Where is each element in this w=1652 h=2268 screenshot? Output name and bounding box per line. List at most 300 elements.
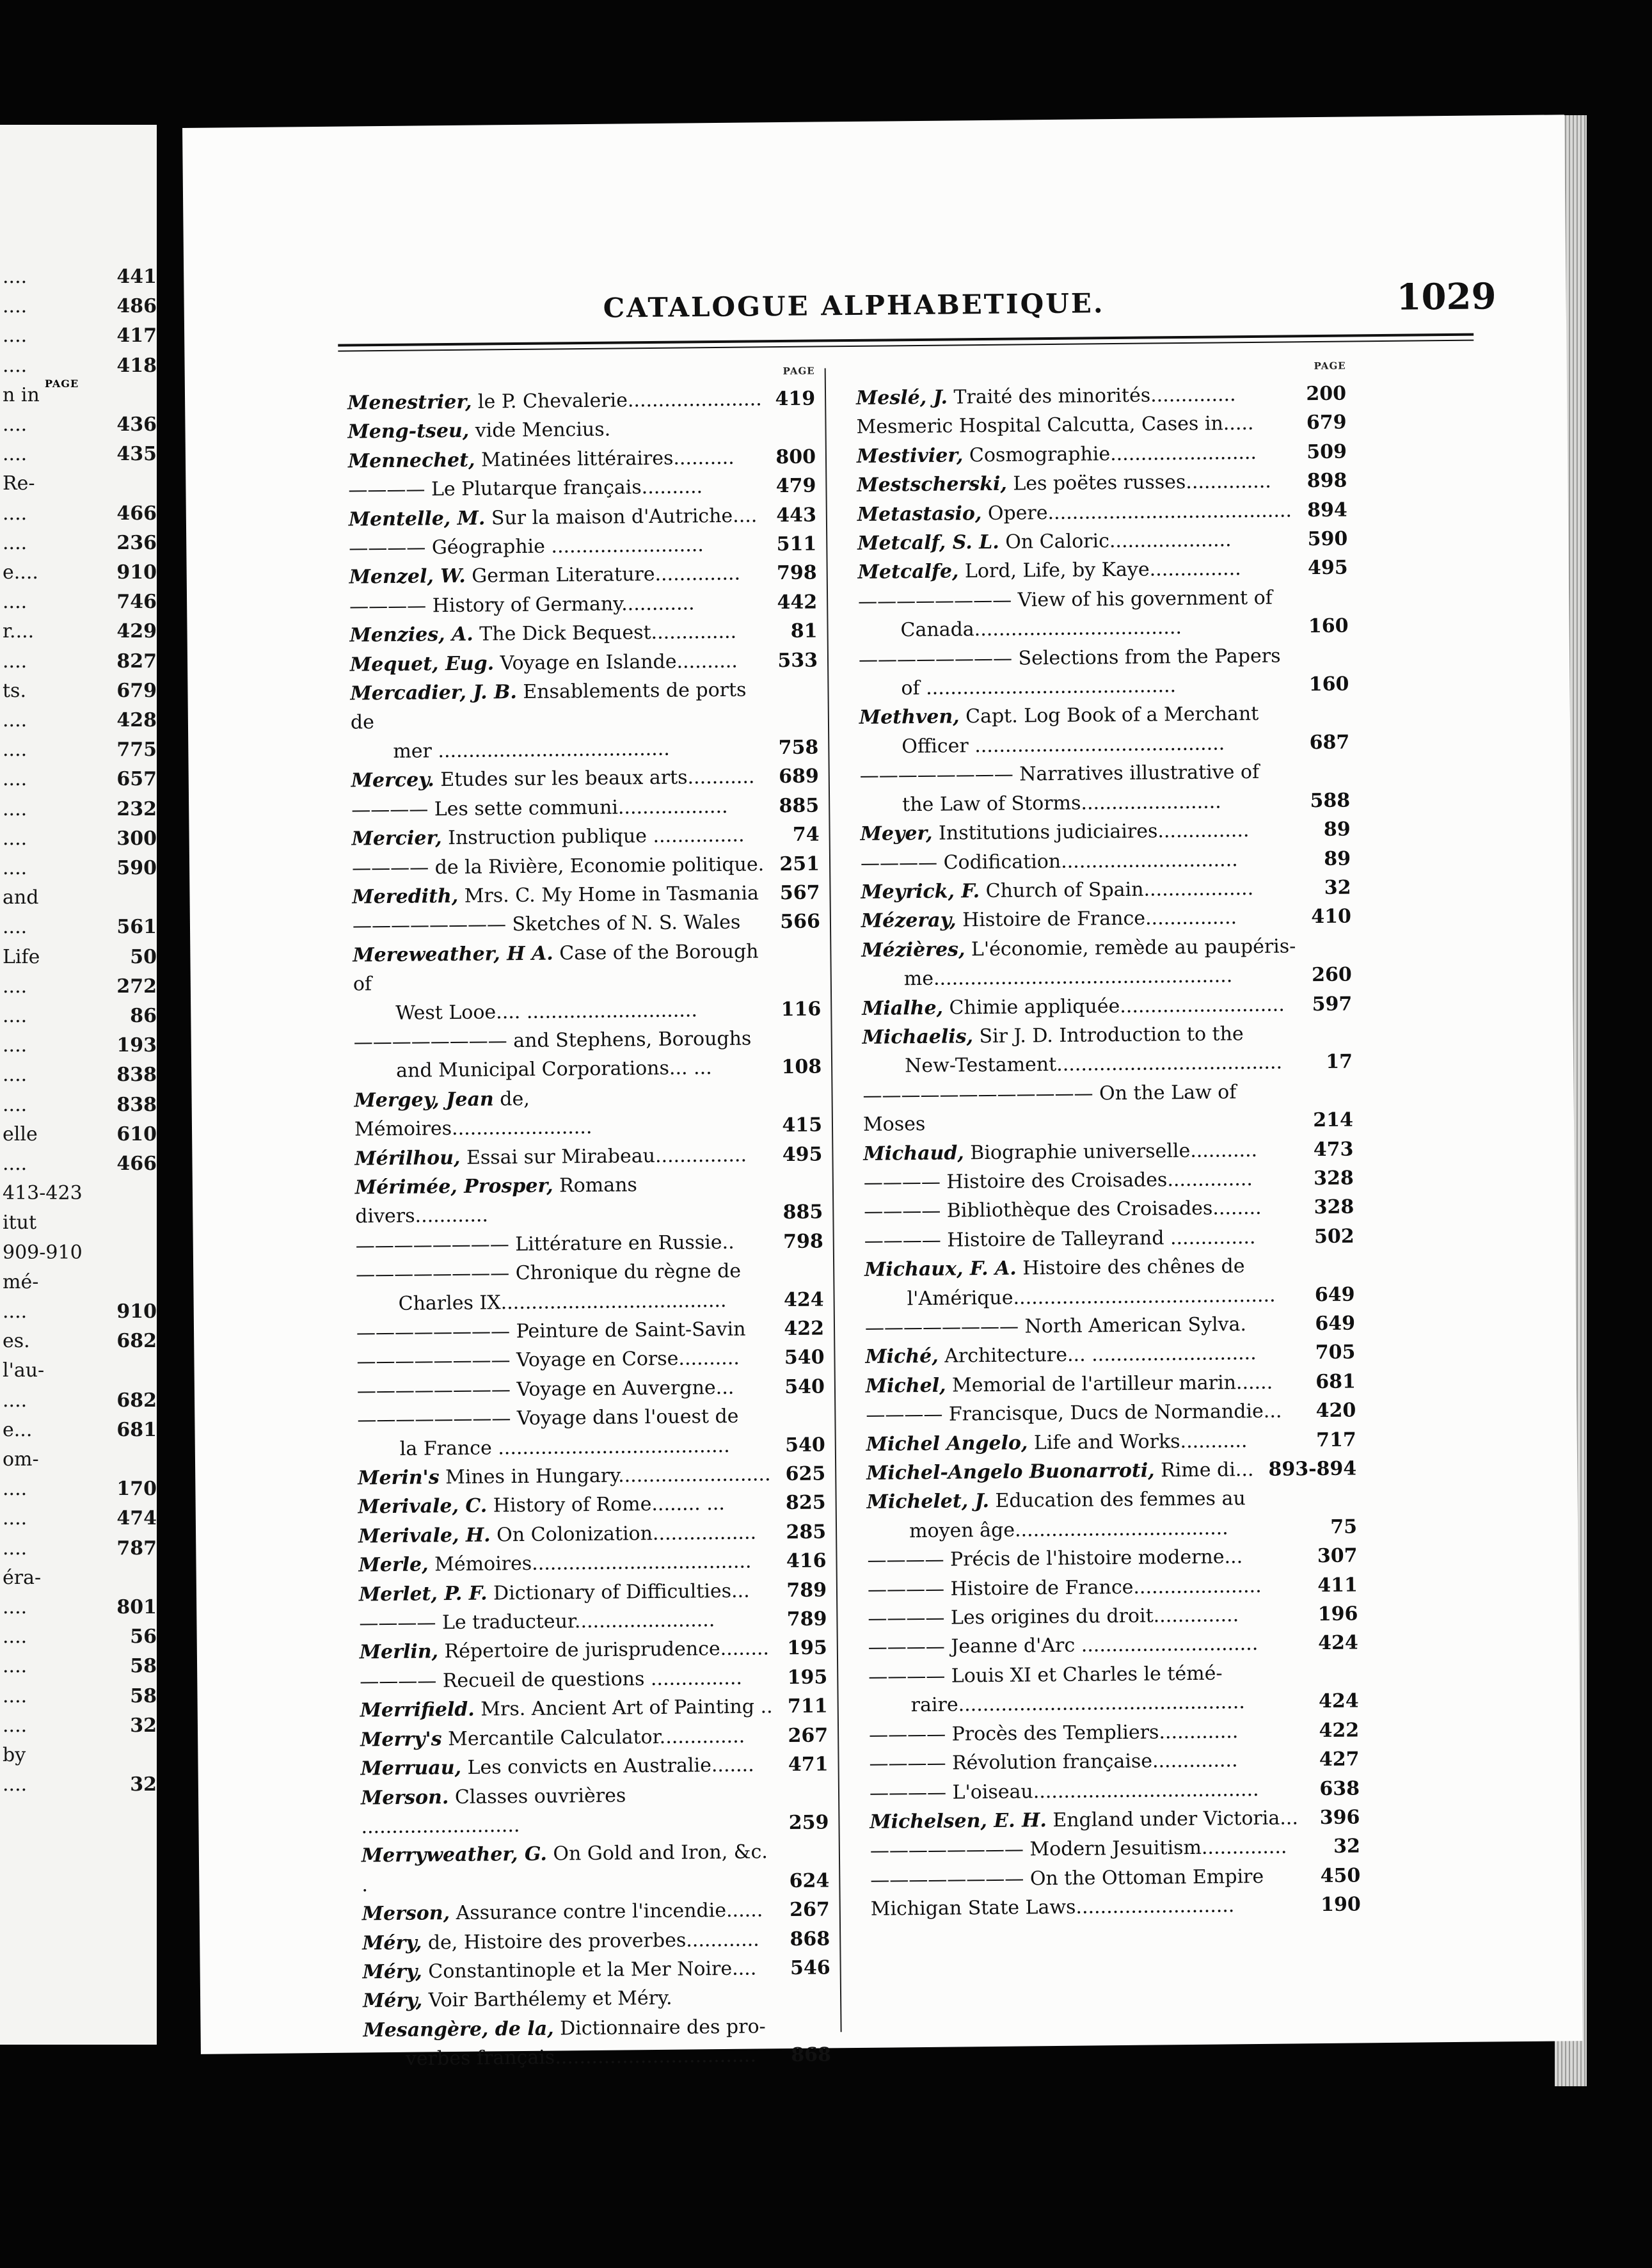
left-page-row (0, 295, 157, 324)
entry-page: 420 (1315, 1399, 1356, 1423)
left-row-text: l'au- (3, 1359, 45, 1382)
entry-title: England under Victoria... (1046, 1807, 1299, 1832)
entry-title: Mémoires.................................... (428, 1550, 752, 1576)
catalogue-entry (347, 1227, 823, 1261)
entry-page: 588 (1310, 789, 1351, 812)
entry-title: Histoire de France............... (956, 906, 1237, 932)
left-page-row (0, 650, 157, 680)
entry-title: ———— Révolution française.............. (869, 1749, 1238, 1775)
left-row-text: .... (3, 1596, 28, 1618)
entry-page: 443 (776, 504, 817, 527)
left-row-page: 681 (116, 1418, 157, 1441)
catalogue-entry (347, 1285, 823, 1319)
left-row-page: 50 (130, 945, 157, 968)
left-row-page: 435 (116, 443, 157, 466)
left-row-text: .... (3, 797, 28, 820)
entry-page: 74 (792, 823, 820, 846)
left-row-text: by (3, 1744, 26, 1766)
left-row-text: .... (3, 1389, 28, 1412)
entry-heading: Methven, (859, 705, 960, 730)
left-row-page: 838 (116, 1093, 157, 1116)
left-row-text: r.... (3, 620, 35, 643)
entry-title: ———— Francisque, Ducs de Normandie... (866, 1400, 1282, 1427)
catalogue-entry (860, 1745, 1359, 1779)
left-row-text: .... (3, 1537, 28, 1560)
entry-page: 540 (785, 1433, 825, 1457)
entry-title: of ......................................... (901, 675, 1177, 700)
left-row-page: 590 (116, 857, 157, 879)
left-row-page: 787 (116, 1537, 157, 1560)
left-row-text: .... (3, 1300, 28, 1323)
entry-page: 758 (778, 736, 819, 759)
entry-page: 214 (1313, 1108, 1354, 1132)
entry-page: 679 (1306, 411, 1347, 435)
catalogue-entry (861, 1774, 1360, 1808)
left-page-row (0, 1478, 157, 1507)
catalogue-entry (859, 1570, 1358, 1604)
entry-heading: Meredith, (352, 884, 459, 909)
entry-page: 885 (782, 1201, 823, 1224)
catalogue-entry (352, 1779, 829, 1842)
entry-page: 471 (788, 1753, 829, 1777)
left-page-row (0, 1005, 157, 1034)
entry-page: 307 (1317, 1544, 1358, 1568)
catalogue-entry (351, 1663, 827, 1697)
entry-title: Constantinople et la Mer Noire.... (422, 1957, 757, 1983)
entry-title: ———————— On the Ottoman Empire (870, 1865, 1264, 1892)
entry-heading: Meng-tseu, (347, 420, 470, 443)
entry-page: 681 (1315, 1370, 1356, 1393)
entry-title: Voir Barthélemy et Méry. (422, 1987, 672, 2012)
entry-heading: Meslé, J. (855, 386, 948, 410)
left-page-row (0, 472, 157, 502)
catalogue-entry (342, 820, 819, 854)
entry-title: Ensablements de ports de (350, 678, 747, 734)
entry-title: ———————— Modern Jesuitism.............. (870, 1835, 1287, 1863)
entry-title: ———————— Peinture de Saint-Savin (356, 1318, 746, 1345)
entry-heading: Michelsen, E. H. (870, 1809, 1047, 1833)
catalogue-entry (347, 1256, 823, 1290)
entry-title: Mines in Hungary......................... (439, 1463, 771, 1489)
entry-title: raire............................................... (910, 1691, 1245, 1717)
entry-title: Architecture... ........................... (938, 1342, 1257, 1368)
entry-title: Traité des minorités.............. (947, 383, 1236, 409)
entry-title: New-Testament..................................... (904, 1051, 1283, 1078)
left-page-row (0, 886, 157, 916)
entry-page: 597 (1312, 993, 1353, 1016)
catalogue-entry (351, 1721, 828, 1755)
entry-heading: Menzies, A. (349, 623, 473, 647)
entry-title: Institutions judiciaires............... (932, 819, 1250, 845)
left-page-row (0, 975, 157, 1005)
left-page-row (0, 1448, 157, 1478)
left-page-row (0, 1567, 157, 1596)
entry-heading: Metastasio, (857, 502, 982, 526)
catalogue-entry (344, 907, 820, 941)
left-row-page: 838 (116, 1064, 157, 1087)
entry-title: l'Amérique........................................... (907, 1284, 1276, 1310)
entry-heading: Metcalf, S. L. (857, 531, 999, 555)
catalogue-entry (340, 500, 816, 534)
entry-title: ———— Les origines du droit.............. (868, 1604, 1239, 1630)
entry-title: ———— Bibliothèque des Croisades........ (864, 1197, 1262, 1224)
entry-page: 495 (782, 1143, 823, 1166)
entry-heading: Michel, (865, 1374, 946, 1398)
entry-heading: Merryweather, G. (361, 1842, 548, 1867)
entry-heading: Merrifield. (360, 1698, 475, 1722)
left-row-text: .... (3, 1684, 28, 1707)
left-row-text: .... (3, 857, 28, 879)
entry-heading: Mercey. (351, 769, 434, 792)
catalogue-entry (853, 1018, 1352, 1052)
entry-heading: Merle, (358, 1553, 429, 1577)
left-page-row (0, 1655, 157, 1684)
entry-title: The Dick Bequest.............. (473, 620, 737, 646)
catalogue-entry (852, 902, 1351, 936)
left-page-row (0, 1123, 157, 1153)
entry-title: Mrs. Ancient Art of Painting .. (474, 1695, 773, 1721)
entry-title: ———————— Chronique du règne de (356, 1259, 742, 1286)
entry-title: ———————— Voyage en Corse.......... (356, 1347, 740, 1373)
entry-title: Instruction publique ............... (441, 824, 745, 850)
entry-title: and Municipal Corporations... ... (395, 1057, 712, 1083)
catalogue-entry (854, 1048, 1353, 1082)
entry-heading: Michaud, (863, 1141, 964, 1165)
entry-title: Church of Spain.................. (979, 877, 1254, 902)
entry-page: 546 (790, 1956, 830, 1979)
catalogue-entry (859, 1629, 1358, 1663)
entry-page: 328 (1314, 1167, 1354, 1190)
entry-title: ———————— North American Sylva. (864, 1313, 1247, 1339)
left-row-text: .... (3, 295, 28, 318)
entry-page: 75 (1330, 1515, 1358, 1538)
catalogue-entry (340, 530, 816, 564)
left-row-text: Life (3, 945, 40, 968)
catalogue-entry (348, 1372, 825, 1406)
entry-title: ———————— Sketches of N. S. Wales (352, 911, 741, 938)
entry-page: 495 (1307, 556, 1348, 580)
entry-title: ———— Louis XI et Charles le témé- (868, 1662, 1223, 1688)
entry-title: Opere........................................ (981, 499, 1292, 525)
entry-title: moyen âge................................... (909, 1517, 1228, 1543)
catalogue-entry (849, 582, 1348, 616)
catalogue-entry (345, 1140, 822, 1174)
left-page-row (0, 1034, 157, 1064)
left-row-page: 300 (116, 827, 157, 850)
catalogue-entry (859, 1600, 1358, 1634)
catalogue-entry (853, 961, 1352, 994)
left-row-page: 418 (116, 354, 157, 377)
left-row-text: es. (3, 1330, 30, 1353)
left-page-row (0, 827, 157, 857)
entry-title: L'économie, remède au paupéris- (965, 935, 1296, 961)
catalogue-entry (348, 1402, 825, 1435)
entry-page: 625 (785, 1462, 826, 1486)
entry-title: ———— Codification............................. (860, 848, 1238, 875)
entry-title: ———— Les sette communi.................. (351, 795, 728, 822)
entry-heading: Metcalfe, (857, 560, 959, 584)
left-page-column-head: PAGE (45, 378, 79, 390)
entry-page: 789 (786, 1608, 827, 1631)
entry-page: 424 (1318, 1689, 1359, 1713)
entry-title: the Law of Storms....................... (902, 790, 1221, 816)
catalogue-entry (340, 559, 817, 593)
entry-title: Charles IX..................................... (398, 1289, 727, 1315)
entry-page: 533 (777, 649, 818, 672)
entry-page: 285 (786, 1521, 827, 1544)
entry-page: 649 (1315, 1312, 1356, 1336)
entry-heading: Mereweather, H A. (353, 942, 553, 967)
entry-heading: Mesangère, de la, (363, 2017, 554, 2042)
left-row-text: mé- (3, 1270, 39, 1293)
entry-page: 479 (775, 474, 816, 498)
entry-heading: Mergey, Jean (354, 1088, 494, 1112)
left-row-text: n in (3, 383, 40, 406)
catalogue-entry (857, 1425, 1356, 1459)
entry-page: 196 (1317, 1602, 1358, 1626)
entry-title: mer ...................................... (393, 737, 670, 763)
entry-title: Voyage en Islande.......... (493, 650, 738, 675)
left-page-row (0, 1625, 157, 1655)
left-row-text: ts. (3, 679, 26, 702)
entry-page: 396 (1319, 1806, 1360, 1829)
catalogue-entry (347, 1343, 824, 1377)
entry-page: 789 (786, 1579, 827, 1602)
left-page-row (0, 532, 157, 561)
left-page-row (0, 709, 157, 739)
entry-heading: Merson, (361, 1902, 450, 1926)
entry-title: ———— Géographie ......................... (349, 534, 704, 560)
catalogue-entry (339, 472, 816, 506)
left-row-text: .... (3, 443, 28, 466)
entry-title: ———— Histoire de France..................... (867, 1574, 1262, 1601)
entry-page: 422 (784, 1317, 825, 1341)
entry-page: 898 (1307, 469, 1347, 493)
left-row-page: 56 (130, 1625, 157, 1649)
entry-title: Sir J. D. Introduction to the (973, 1023, 1244, 1048)
left-row-page: 746 (116, 591, 157, 614)
entry-title: ———— Procès des Templiers............. (868, 1720, 1239, 1746)
entry-page: 509 (1307, 440, 1347, 463)
catalogue-entry (850, 728, 1349, 762)
catalogue-entry (345, 1023, 822, 1057)
entry-title: ———— L'oiseau..................................... (869, 1778, 1259, 1805)
left-row-text: .... (3, 1507, 28, 1530)
left-row-text: .... (3, 975, 28, 998)
header-rule-thin (338, 340, 1473, 352)
entry-title: Chimie appliquée........................... (942, 993, 1285, 1019)
catalogue-entry (857, 1455, 1356, 1489)
entry-page: 511 (776, 532, 817, 556)
catalogue-entry (855, 1193, 1354, 1227)
catalogue-entry (354, 2011, 830, 2045)
left-row-page: 486 (116, 295, 157, 318)
entry-page: 638 (1319, 1777, 1360, 1800)
catalogue-entry (852, 931, 1351, 965)
catalogue-entry (343, 878, 820, 912)
entry-page: 717 (1315, 1428, 1356, 1451)
catalogue-entry (354, 2041, 831, 2075)
left-page-row (0, 857, 157, 886)
entry-heading: Méry, (362, 1931, 422, 1954)
entry-page: 190 (1320, 1893, 1361, 1917)
entry-title: verbes français................................. (405, 2044, 757, 2070)
entry-title: German Literature.............. (465, 563, 741, 588)
entry-page: 798 (776, 561, 817, 585)
entry-heading: Menzel, W. (349, 565, 466, 589)
left-page-row (0, 1064, 157, 1093)
entry-heading: Michelet, J. (866, 1490, 990, 1514)
left-row-text: .... (3, 1093, 28, 1116)
catalogue-page (182, 115, 1583, 2070)
left-row-text: éra- (3, 1566, 42, 1589)
catalogue-entry (860, 1716, 1359, 1750)
left-row-page: 170 (116, 1478, 157, 1501)
left-row-text: .... (3, 531, 28, 554)
entry-title: ———— Recueil de questions ............... (360, 1666, 743, 1693)
catalogue-entry (340, 617, 817, 651)
left-page-row (0, 1094, 157, 1123)
left-row-page: 679 (116, 679, 157, 702)
catalogue-entry (862, 1890, 1361, 1924)
entry-title: ———— Histoire de Talleyrand .............. (864, 1226, 1256, 1252)
left-page-row (0, 384, 157, 413)
catalogue-entry (341, 646, 818, 680)
catalogue-entry (338, 385, 815, 419)
catalogue-entry (847, 379, 1346, 413)
catalogue-entry (345, 1082, 822, 1144)
entry-page: 32 (1324, 876, 1351, 899)
entry-heading: Merin's (358, 1466, 440, 1490)
left-row-text: .... (3, 1655, 28, 1678)
entry-page: 427 (1319, 1748, 1360, 1771)
left-row-page: 827 (116, 650, 157, 673)
entry-heading: Mestivier, (856, 444, 964, 468)
catalogue-entry (854, 1076, 1353, 1139)
left-row-text: .... (3, 354, 28, 377)
entry-page: 893-894 (1268, 1457, 1357, 1481)
entry-page: 411 (1317, 1574, 1358, 1597)
entry-title: West Looe.... ............................ (395, 998, 698, 1025)
left-row-text: .... (3, 324, 28, 347)
left-page-row (0, 1507, 157, 1537)
entry-title: Les convicts en Australie....... (461, 1753, 754, 1780)
left-row-page: 32 (130, 1773, 157, 1796)
entry-heading: Michaux, F. A. (864, 1257, 1017, 1282)
catalogue-entry (349, 1517, 826, 1551)
catalogue-entry (851, 757, 1350, 791)
entry-heading: Miché, (865, 1345, 939, 1369)
left-row-text: .... (3, 1034, 28, 1057)
catalogue-entry (861, 1861, 1360, 1895)
catalogue-entry (858, 1512, 1357, 1546)
entry-title: de, Mémoires....................... (354, 1087, 592, 1141)
entry-heading: Mérimée, Prosper, (354, 1174, 553, 1199)
entry-heading: Méry, (362, 1989, 423, 2013)
entry-page: 267 (788, 1724, 829, 1747)
entry-title: Memorial de l'artilleur marin...... (946, 1371, 1273, 1397)
left-page-row (0, 1242, 157, 1271)
entry-title: ———————— and Stephens, Boroughs (353, 1027, 752, 1054)
left-page-row (0, 946, 157, 975)
left-page-row (0, 680, 157, 709)
entry-page: 328 (1314, 1195, 1354, 1219)
left-row-text: e... (3, 1418, 33, 1441)
entry-title: de, Histoire des proverbes............ (422, 1928, 759, 1954)
entry-page: 502 (1314, 1225, 1354, 1248)
entry-title: On Gold and Iron, &c. . (361, 1841, 768, 1897)
entry-page: 894 (1307, 499, 1347, 522)
left-page-row (0, 1596, 157, 1625)
catalogue-entry (849, 554, 1348, 587)
catalogue-entry (345, 1053, 822, 1087)
left-row-page: 775 (116, 739, 157, 762)
catalogue-entry (855, 1251, 1354, 1285)
entry-title: ———————— Voyage dans l'ouest de (357, 1405, 739, 1432)
catalogue-entry (344, 936, 821, 999)
catalogue-entry (848, 467, 1347, 500)
entry-page: 200 (1306, 382, 1347, 406)
entry-page: 160 (1308, 673, 1349, 696)
entry-heading: Méry, (362, 1960, 422, 1984)
left-row-page: 466 (116, 1153, 157, 1175)
left-row-page: 417 (116, 324, 157, 347)
left-column (338, 365, 832, 2075)
entry-title: ———————— Littérature en Russie.. (355, 1231, 735, 1258)
catalogue-entry (848, 495, 1347, 529)
entry-page: 442 (777, 591, 818, 614)
catalogue-entry (852, 844, 1351, 878)
left-row-text: .... (3, 827, 28, 850)
entry-heading: Menestrier, (347, 390, 472, 415)
entry-page: 17 (1326, 1050, 1353, 1074)
left-row-page: 272 (116, 975, 157, 998)
left-page-row (0, 1300, 157, 1330)
catalogue-entry (851, 815, 1350, 849)
left-row-text: .... (3, 1064, 28, 1087)
left-page-row (0, 1744, 157, 1773)
entry-title: ———————— Voyage en Auvergne... (356, 1376, 735, 1403)
catalogue-entry (854, 1135, 1353, 1169)
left-page-row (0, 1389, 157, 1419)
left-row-text: 909-910 (3, 1241, 83, 1264)
entry-title: ———— Histoire des Croisades.............. (863, 1167, 1253, 1194)
left-page-row (0, 1359, 157, 1389)
entry-page: 424 (1318, 1631, 1358, 1655)
catalogue-entry (858, 1542, 1357, 1576)
entry-title: Essai sur Mirabeau............... (460, 1144, 747, 1169)
entry-title: Mesmeric Hospital Calcutta, Cases in..... (856, 412, 1254, 439)
column-page-head: PAGE (782, 365, 815, 378)
entry-title: Officer ......................................... (901, 732, 1225, 758)
entry-page: 416 (786, 1549, 827, 1573)
entry-heading: Mézières, (861, 938, 965, 962)
entry-title: ———— History of Germany............ (349, 592, 695, 618)
left-row-page: 86 (130, 1005, 157, 1027)
left-row-text: .... (3, 709, 28, 731)
entry-page: 825 (785, 1491, 826, 1515)
entry-page: 450 (1320, 1864, 1361, 1887)
left-page-row (0, 1153, 157, 1182)
entry-title: Education des femmes au (989, 1487, 1246, 1513)
catalogue-entry (856, 1338, 1355, 1372)
catalogue-entry (339, 442, 816, 476)
catalogue-entry (850, 699, 1349, 733)
left-page-row (0, 324, 157, 354)
catalogue-entry (859, 1657, 1358, 1691)
catalogue-entry (855, 1222, 1354, 1256)
left-row-page: 466 (116, 502, 157, 525)
